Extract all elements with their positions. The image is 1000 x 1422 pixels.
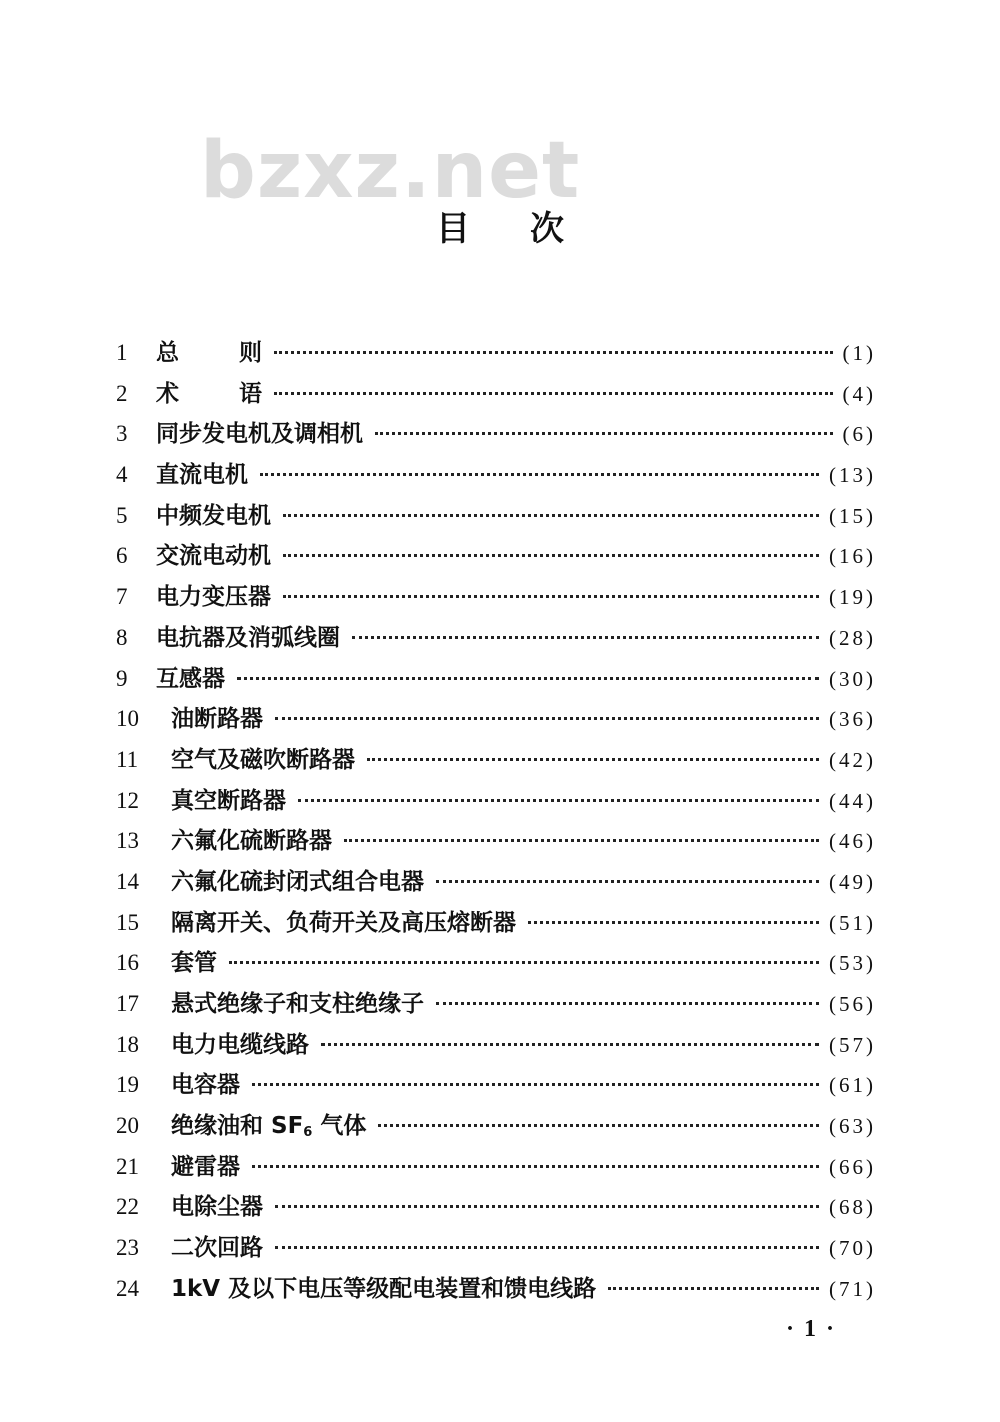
toc-entry-title: 总 则 <box>156 340 262 366</box>
leader-dots <box>344 839 819 842</box>
toc-entry[interactable] <box>116 456 876 497</box>
watermark-text: bzxz.net <box>200 126 581 216</box>
toc-entry-page: (57) <box>829 1032 876 1057</box>
toc-entry-title: 绝缘油和 $SF_6$ 气体 <box>171 1113 367 1141</box>
toc-entry[interactable] <box>116 619 876 660</box>
toc-entry-page: (16) <box>829 544 876 569</box>
toc-entry-title: 直流电机 <box>156 462 248 489</box>
toc-entry-title: 同步发电机及调相机 <box>156 421 363 448</box>
leader-dots <box>252 1165 819 1168</box>
toc-entry-page: (42) <box>829 747 876 772</box>
toc-entry-page: (1) <box>842 341 876 365</box>
toc-entry-page: (61) <box>829 1073 876 1098</box>
toc-entry-title: 隔离开关、负荷开关及高压熔断器 <box>171 909 516 936</box>
toc-entry-title: 电力电缆线路 <box>171 1031 309 1058</box>
leader-dots <box>352 636 819 639</box>
leader-dots <box>436 1002 819 1005</box>
leader-dots <box>528 921 819 924</box>
toc-entry[interactable] <box>116 415 876 456</box>
toc-entry-number: 13 <box>116 828 139 854</box>
leader-dots <box>252 1083 819 1086</box>
toc-entry-number: 9 <box>116 665 128 691</box>
toc-entry[interactable] <box>116 863 876 904</box>
leader-dots <box>283 514 819 517</box>
toc-entry-number: 24 <box>116 1275 139 1301</box>
toc-entry-page: (6) <box>842 422 876 447</box>
toc-entry-page: (51) <box>829 910 876 935</box>
toc-entry-title: 二次回路 <box>171 1235 263 1262</box>
toc-entry-page: (66) <box>829 1154 876 1179</box>
toc-entry-page: (68) <box>829 1195 876 1220</box>
toc-entry[interactable] <box>116 375 876 416</box>
toc-entry[interactable] <box>116 660 876 701</box>
table-of-contents <box>116 334 876 1311</box>
toc-entry-title: 套管 <box>171 950 217 977</box>
toc-entry[interactable] <box>116 985 876 1026</box>
toc-entry-number: 21 <box>116 1153 139 1179</box>
toc-entry-number: 20 <box>116 1113 139 1139</box>
toc-entry-title: 真空断路器 <box>171 787 286 814</box>
toc-entry-title: 互感器 <box>156 665 225 692</box>
leader-dots <box>283 595 819 598</box>
toc-entry[interactable] <box>116 904 876 945</box>
toc-entry-title: 交流电动机 <box>156 543 271 570</box>
toc-entry[interactable] <box>116 1229 876 1270</box>
toc-entry-page: (71) <box>829 1276 876 1301</box>
toc-entry-title: 油断路器 <box>171 706 263 733</box>
toc-entry-number: 8 <box>116 624 128 650</box>
toc-entry-number: 3 <box>116 421 128 447</box>
leader-dots <box>275 1246 819 1249</box>
toc-entry[interactable] <box>116 537 876 578</box>
toc-entry-number: 5 <box>116 502 128 528</box>
toc-entry-page: (19) <box>829 585 876 610</box>
toc-entry-title: 电除尘器 <box>171 1194 263 1221</box>
page-title <box>0 209 1000 249</box>
toc-entry[interactable] <box>116 1148 876 1189</box>
toc-entry-number: 11 <box>116 746 139 772</box>
leader-dots <box>436 880 819 883</box>
toc-entry-title: 电抗器及消弧线圈 <box>156 624 340 651</box>
page-number-footer: · 1 · <box>786 1316 837 1342</box>
toc-entry-number: 4 <box>116 462 128 488</box>
toc-entry-number: 10 <box>116 706 139 732</box>
page-title-char-1: 目 <box>436 209 470 249</box>
toc-entry-title: 中频发电机 <box>156 502 271 529</box>
toc-entry-page: (13) <box>829 463 876 488</box>
toc-entry-title: 电力变压器 <box>156 584 271 611</box>
page-title-char-2: 次 <box>530 209 564 249</box>
toc-entry[interactable] <box>116 578 876 619</box>
toc-entry[interactable] <box>116 497 876 538</box>
toc-entry-number: 7 <box>116 584 128 610</box>
toc-entry-page: (70) <box>829 1236 876 1261</box>
toc-entry-page: (56) <box>829 992 876 1016</box>
toc-entry-title: 悬式绝缘子和支柱绝缘子 <box>171 991 424 1017</box>
toc-entry[interactable] <box>116 1026 876 1067</box>
leader-dots <box>275 717 819 720</box>
toc-entry[interactable] <box>116 334 876 375</box>
toc-entry-page: (30) <box>829 666 876 691</box>
toc-entry-number: 18 <box>116 1031 139 1057</box>
toc-entry-number: 19 <box>116 1072 139 1098</box>
toc-entry-page: (28) <box>829 625 876 650</box>
toc-entry-title: 六氟化硫断路器 <box>171 828 332 855</box>
leader-dots <box>274 392 833 395</box>
toc-entry-page: (36) <box>829 707 876 732</box>
toc-entry[interactable] <box>116 782 876 823</box>
toc-entry-number: 16 <box>116 950 139 976</box>
leader-dots <box>283 554 819 557</box>
toc-entry-page: (63) <box>829 1114 876 1139</box>
toc-entry-page: (46) <box>829 829 876 854</box>
toc-entry[interactable] <box>116 1107 876 1148</box>
toc-entry-page: (53) <box>829 951 876 976</box>
toc-entry[interactable] <box>116 741 876 782</box>
leader-dots <box>274 351 833 354</box>
toc-entry-number: 14 <box>116 868 139 894</box>
toc-entry-number: 6 <box>116 543 128 569</box>
toc-entry-number: 23 <box>116 1235 139 1261</box>
leader-dots <box>237 677 819 680</box>
toc-entry[interactable] <box>116 944 876 985</box>
toc-entry-title: 1kV 及以下电压等级配电装置和馈电线路 <box>171 1275 597 1302</box>
toc-entry-page: (49) <box>829 869 876 894</box>
toc-entry-page: (44) <box>829 788 876 813</box>
toc-entry[interactable] <box>116 822 876 863</box>
leader-dots <box>608 1287 819 1290</box>
toc-entry-number: 2 <box>116 380 128 406</box>
leader-dots <box>367 758 819 761</box>
leader-dots <box>298 799 819 802</box>
leader-dots <box>260 473 819 476</box>
leader-dots <box>378 1124 819 1127</box>
leader-dots <box>321 1043 819 1046</box>
toc-entry-title: 避雷器 <box>171 1153 240 1180</box>
toc-entry-number: 12 <box>116 787 139 813</box>
toc-entry[interactable] <box>116 1270 876 1311</box>
toc-entry-page: (4) <box>842 381 876 406</box>
toc-entry-number: 17 <box>116 991 139 1016</box>
toc-entry-title: 术 语 <box>156 380 262 407</box>
leader-dots <box>275 1205 819 1208</box>
toc-entry-number: 15 <box>116 909 139 935</box>
toc-entry[interactable] <box>116 700 876 741</box>
toc-entry-number: 22 <box>116 1194 139 1220</box>
toc-entry-title: 空气及磁吹断路器 <box>171 746 355 773</box>
toc-entry-title: 六氟化硫封闭式组合电器 <box>171 868 424 895</box>
leader-dots <box>229 961 819 964</box>
leader-dots <box>375 432 833 435</box>
toc-entry[interactable] <box>116 1188 876 1229</box>
toc-entry[interactable] <box>116 1066 876 1107</box>
toc-entry-page: (15) <box>829 503 876 528</box>
toc-entry-title: 电容器 <box>171 1072 240 1099</box>
toc-entry-number: 1 <box>116 340 128 365</box>
